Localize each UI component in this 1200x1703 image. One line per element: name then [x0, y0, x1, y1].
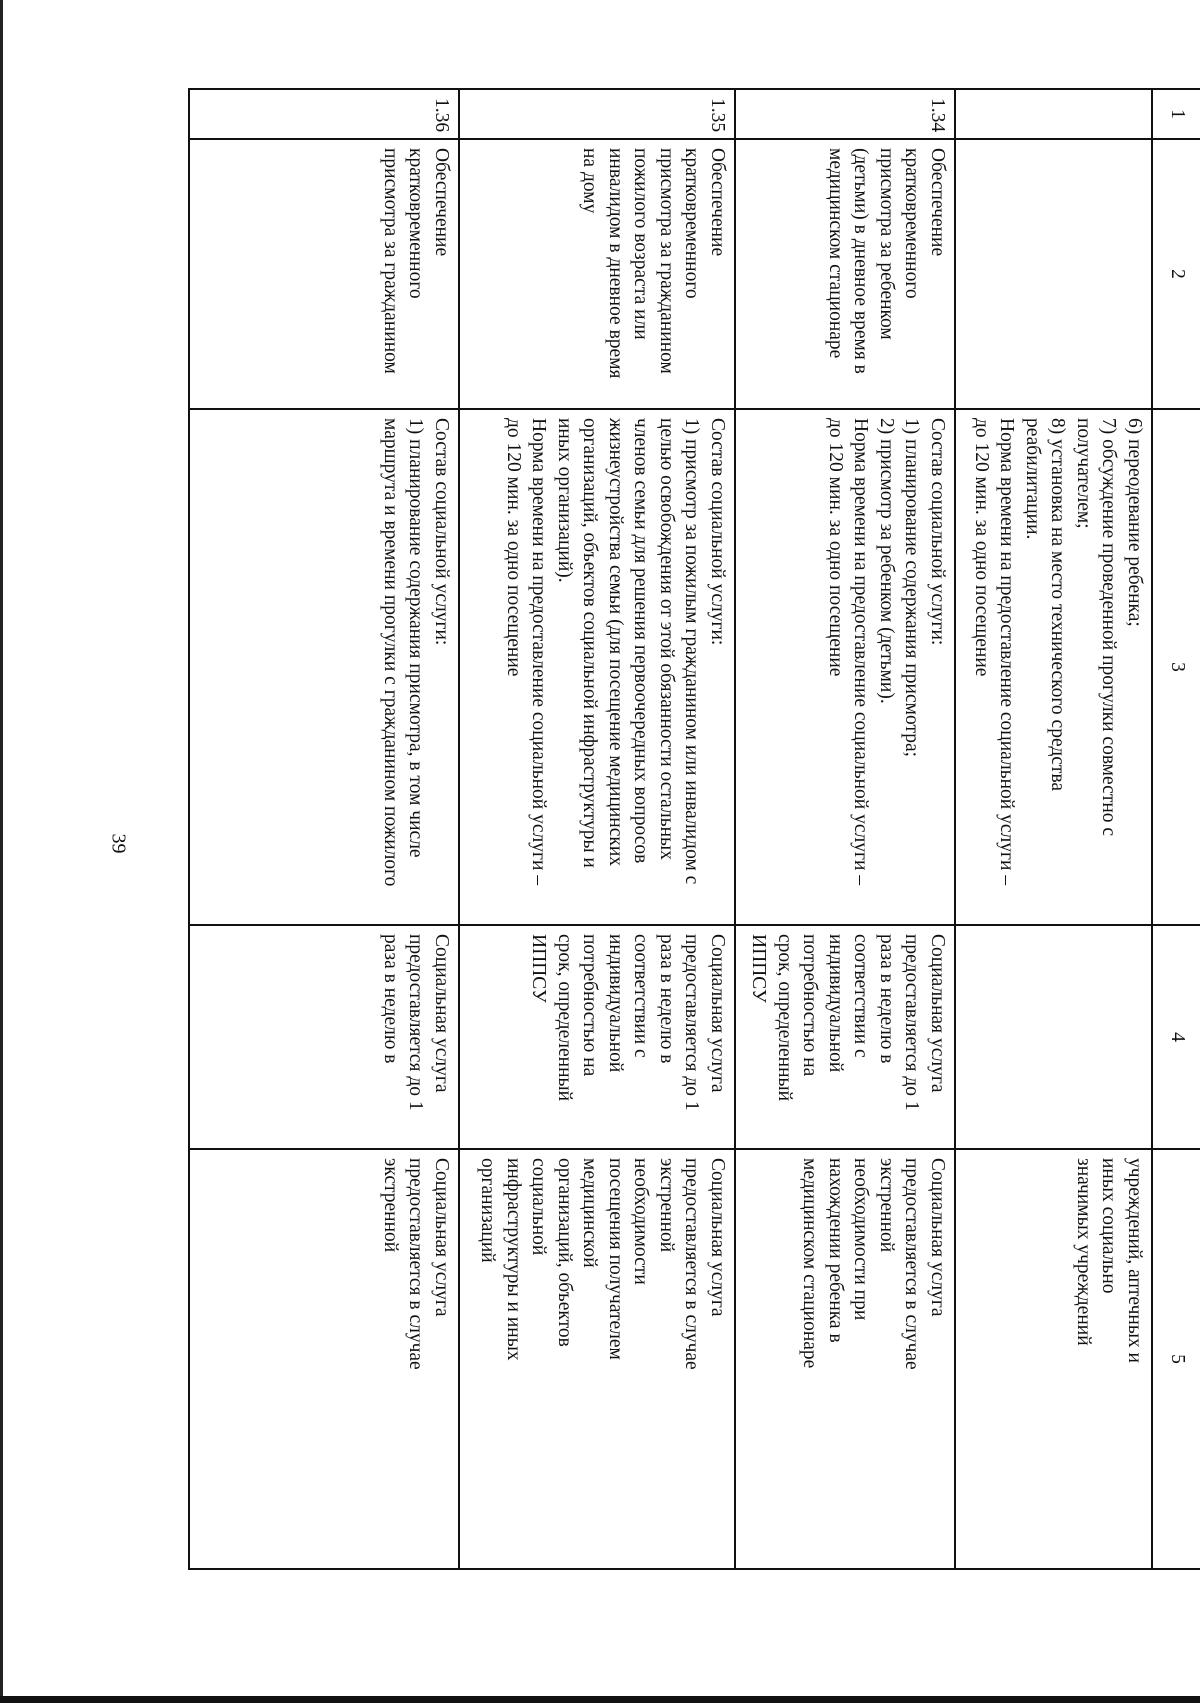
- cell-text-line: Норма времени на предоставление социальной услуги –: [996, 418, 1018, 886]
- cell-text-line: срок, определенный: [774, 934, 795, 1102]
- cell-text-line: ИППСУ: [528, 934, 550, 1003]
- header-col-5: 5: [1152, 1149, 1200, 1569]
- cell-text-line: до 120 мин. за одно посещение: [503, 418, 524, 677]
- cell-text-line: получателем;: [1073, 418, 1094, 529]
- frequency-cell: [459, 925, 735, 1149]
- table-body: [189, 89, 1200, 1569]
- cell-text-line: предоставляется до 1: [405, 934, 427, 1111]
- cell-text-line: соответствии с: [850, 934, 872, 1058]
- services-table: [188, 88, 1200, 1570]
- cell-text-line: учреждений, аптечных и: [1124, 1158, 1145, 1363]
- cell-text-line: раза в неделю в: [656, 934, 677, 1064]
- cell-text-line: экстренной: [380, 1158, 401, 1253]
- cell-text-line: присмотра за гражданином: [380, 148, 401, 374]
- cell-text-line: медицинской: [579, 1158, 601, 1268]
- row-number-cell: 1.34: [735, 89, 955, 139]
- service-content-cell: [189, 409, 459, 925]
- service-name-cell: [189, 139, 459, 409]
- cell-text-line: потребностью на: [579, 934, 601, 1077]
- cell-text-line: медицинском стационаре: [799, 1158, 821, 1369]
- cell-text-line: предоставляется в случае: [405, 1158, 427, 1370]
- cell-text-line: предоставляется до 1: [901, 934, 923, 1111]
- cell-text-line: пожилого возраста или: [630, 148, 652, 340]
- header-col-3: 3: [1152, 409, 1200, 925]
- cell-text-line: Социальная услуга: [927, 934, 948, 1093]
- service-name-cell: [955, 139, 1152, 409]
- row-number-cell: 1.36: [189, 89, 459, 139]
- cell-text-line: инвалидом в дневное время: [605, 148, 626, 379]
- scan-border-left: [0, 0, 3, 1703]
- cell-text-line: предоставляется до 1: [681, 934, 703, 1111]
- cell-text-line: 1) планирование содержания присмотра, в том числе: [405, 418, 427, 858]
- cell-text-line: нахождении ребенка в: [825, 1158, 846, 1343]
- service-content-cell: [955, 409, 1152, 925]
- cell-text-line: иных социально: [1098, 1158, 1120, 1294]
- row-number-cell: 1.35: [459, 89, 735, 139]
- table-row: [189, 89, 459, 1569]
- cell-text-line: срок, определенный: [554, 934, 575, 1102]
- rotated-table-container: [190, 88, 1200, 1568]
- cell-text-line: 1) планирование содержания присмотра;: [901, 418, 923, 758]
- cell-text-line: Социальная услуга: [431, 1158, 452, 1317]
- cell-text-line: кратковременного: [681, 148, 703, 299]
- cell-text-line: необходимости: [630, 1158, 652, 1285]
- service-name-cell: [459, 139, 735, 409]
- cell-text-line: Обеспечение: [431, 148, 452, 257]
- cell-text-line: иных организаций).: [554, 418, 575, 583]
- cell-text-line: Социальная услуга: [707, 934, 728, 1093]
- cell-text-line: необходимости при: [850, 1158, 872, 1321]
- table-row: [459, 89, 735, 1569]
- table-row: [955, 89, 1152, 1569]
- cell-text-line: Состав социальной услуги:: [707, 418, 728, 646]
- cell-text-line: значимых учреждений: [1073, 1158, 1094, 1346]
- cell-text-line: 2) присмотр за ребенком (детьми).: [876, 418, 897, 704]
- cell-text-line: Обеспечение: [707, 148, 728, 257]
- conditions-cell: [459, 1149, 735, 1569]
- scan-border-bottom: [0, 1696, 1200, 1703]
- cell-text-line: членов семьи для решения первоочередных вопросов: [630, 418, 652, 864]
- cell-text-line: посещения получателем: [605, 1158, 626, 1360]
- cell-text-line: кратковременного: [901, 148, 923, 299]
- cell-text-line: Обеспечение: [927, 148, 948, 257]
- cell-text-line: до 120 мин. за одно посещение: [971, 418, 992, 677]
- cell-text-line: Социальная услуга: [431, 934, 452, 1093]
- header-col-4: 4: [1152, 925, 1200, 1149]
- conditions-cell: [189, 1149, 459, 1569]
- cell-text-line: Состав социальной услуги:: [431, 418, 452, 646]
- cell-text-line: жизнеустройства семьи (для посещение медицинских: [605, 418, 626, 867]
- cell-text-line: 7) обсуждение проведенной прогулки совместно с: [1098, 418, 1120, 837]
- page-number: 39: [107, 833, 130, 854]
- cell-text-line: 1) присмотр за пожилым гражданином или инвалидом с: [681, 418, 703, 885]
- cell-text-line: кратковременного: [405, 148, 427, 299]
- cell-text-line: присмотра за гражданином: [656, 148, 677, 374]
- cell-text-line: целью освобождения от этой обязанности остальных: [656, 418, 677, 860]
- service-content-cell: [459, 409, 735, 925]
- cell-text-line: экстренной: [656, 1158, 677, 1253]
- row-number-cell: [955, 89, 1152, 139]
- cell-text-line: индивидуальной: [825, 934, 846, 1073]
- cell-text-line: 6) переодевание ребенка;: [1124, 418, 1145, 627]
- header-col-2: 2: [1152, 139, 1200, 409]
- cell-text-line: Социальная услуга: [927, 1158, 948, 1317]
- cell-text-line: реабилитации.: [1022, 418, 1043, 540]
- cell-text-line: соответствии с: [630, 934, 652, 1058]
- service-content-cell: [735, 409, 955, 925]
- frequency-cell: [189, 925, 459, 1149]
- cell-text-line: организаций, объектов социальной инфраструктуры и: [579, 418, 601, 868]
- cell-text-line: предоставляется в случае: [681, 1158, 703, 1370]
- cell-text-line: 8) установка на место технического средства: [1047, 418, 1069, 792]
- cell-text-line: Социальная услуга: [707, 1158, 728, 1317]
- cell-text-line: Состав социальной услуги:: [927, 418, 948, 646]
- frequency-cell: [735, 925, 955, 1149]
- cell-text-line: медицинском стационаре: [825, 148, 846, 359]
- header-col-1: 1: [1152, 89, 1200, 139]
- header-row: [1152, 89, 1200, 1569]
- cell-text-line: на дому: [579, 148, 601, 214]
- cell-text-line: (детьми) в дневное время в: [850, 148, 872, 374]
- cell-text-line: индивидуальной: [605, 934, 626, 1073]
- cell-text-line: организаций: [477, 1158, 499, 1263]
- cell-text-line: потребностью на: [799, 934, 821, 1077]
- cell-text-line: экстренной: [876, 1158, 897, 1253]
- cell-text-line: организаций, объектов: [554, 1158, 575, 1347]
- conditions-cell: [735, 1149, 955, 1569]
- cell-text-line: Норма времени на предоставление социальной услуги –: [850, 418, 872, 886]
- cell-text-line: раза в неделю в: [380, 934, 401, 1064]
- frequency-cell: [955, 925, 1152, 1149]
- cell-text-line: до 120 мин. за одно посещение: [825, 418, 846, 677]
- cell-text-line: предоставляется в случае: [901, 1158, 923, 1370]
- cell-text-line: раза в неделю в: [876, 934, 897, 1064]
- cell-text-line: маршрута и времени прогулки с гражданином пожилого: [380, 418, 401, 887]
- cell-text-line: Норма времени на предоставление социальной услуги –: [528, 418, 550, 886]
- cell-text-line: присмотра за ребенком: [876, 148, 897, 340]
- table-row: [735, 89, 955, 1569]
- cell-text-line: социальной: [528, 1158, 550, 1256]
- cell-text-line: ИППСУ: [748, 934, 770, 1003]
- conditions-cell: [955, 1149, 1152, 1569]
- service-name-cell: [735, 139, 955, 409]
- cell-text-line: инфраструктуры и иных: [503, 1158, 524, 1361]
